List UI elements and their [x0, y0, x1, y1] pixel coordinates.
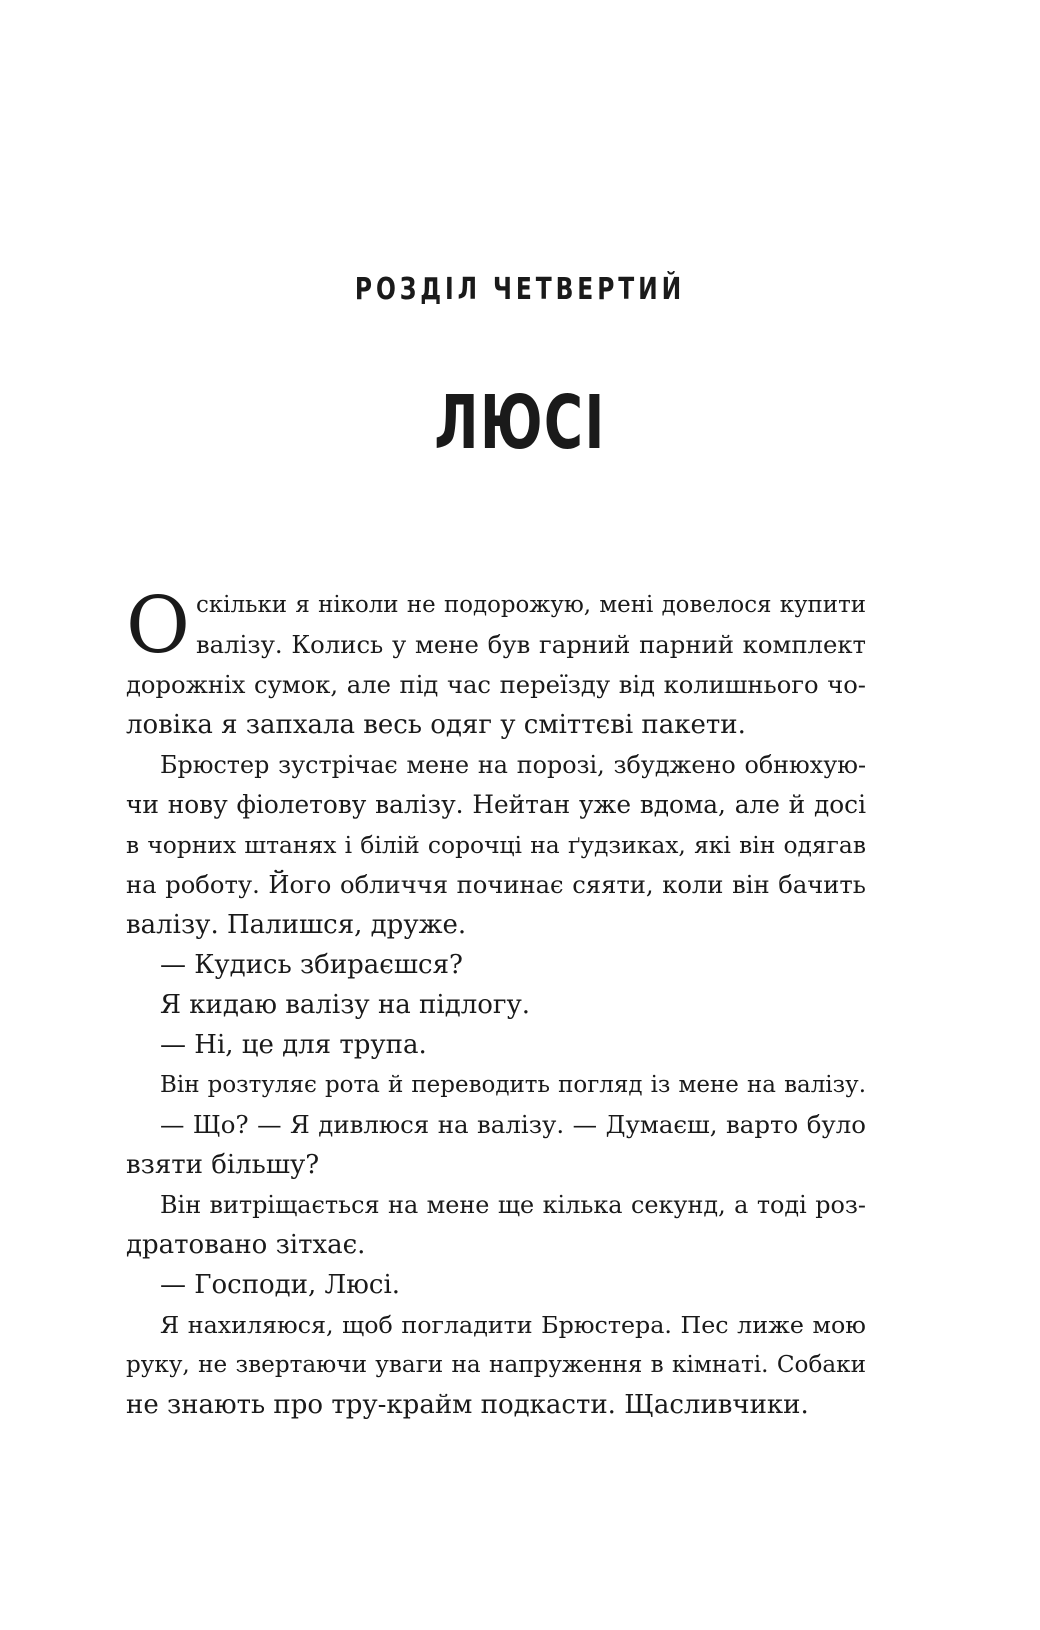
text-line: Я кидаю валізу на підлогу.: [160, 990, 531, 1020]
chapter-title: ЛЮСІ: [434, 380, 606, 466]
text-line: не знають про тру-крайм подкасти. Щасливчики.: [126, 1390, 809, 1420]
text-line: Брюстер зустрічає мене на порозі, збуджено обнюхую-: [160, 751, 866, 779]
text-line: Я нахиляюся, щоб погладити Брюстера. Пес лиже мою: [160, 1311, 866, 1339]
text-line: — Кудись збираєшся?: [160, 950, 463, 980]
text-line: руку, не звертаючи уваги на напруження в кімнаті. Собаки: [126, 1352, 866, 1378]
text-line: ловіка я запхала весь одяг у сміттєві пакети.: [126, 710, 746, 740]
drop-cap: О: [126, 581, 190, 671]
text-line: валізу. Колись у мене був гарний парний комплект: [196, 630, 866, 659]
text-line: — Ні, це для трупа.: [160, 1030, 427, 1060]
body-text: [126, 581, 866, 1425]
text-line: взяти більшу?: [126, 1150, 320, 1180]
text-line: на роботу. Його обличчя починає сяяти, коли він бачить: [126, 871, 866, 899]
text-line: — Що? — Я дивлюся на валізу. — Думаєш, варто було: [160, 1110, 866, 1139]
text-line: дорожніх сумок, але під час переїзду від колишнього чо-: [126, 671, 866, 699]
text-line: чи нову фіолетову валізу. Нейтан уже вдома, але й досі: [126, 790, 866, 819]
text-line: валізу. Палишся, друже.: [126, 910, 467, 940]
text-line: — Господи, Люсі.: [160, 1270, 401, 1300]
paragraph-first: [126, 581, 866, 745]
text-line: Він витріщається на мене ще кілька секунд, а тоді роз-: [160, 1191, 866, 1219]
text-line: скільки я ніколи не подорожую, мені довелося купити: [196, 592, 866, 618]
chapter-label: РОЗДІЛ ЧЕТВЕРТИЙ: [354, 272, 686, 307]
text-line: в чорних штанях і білій сорочці на ґудзиках, які він одягав: [126, 831, 866, 859]
text-line: дратовано зітхає.: [126, 1230, 366, 1260]
text-line: Він розтуляє рота й переводить погляд із мене на валізу.: [160, 1072, 866, 1098]
